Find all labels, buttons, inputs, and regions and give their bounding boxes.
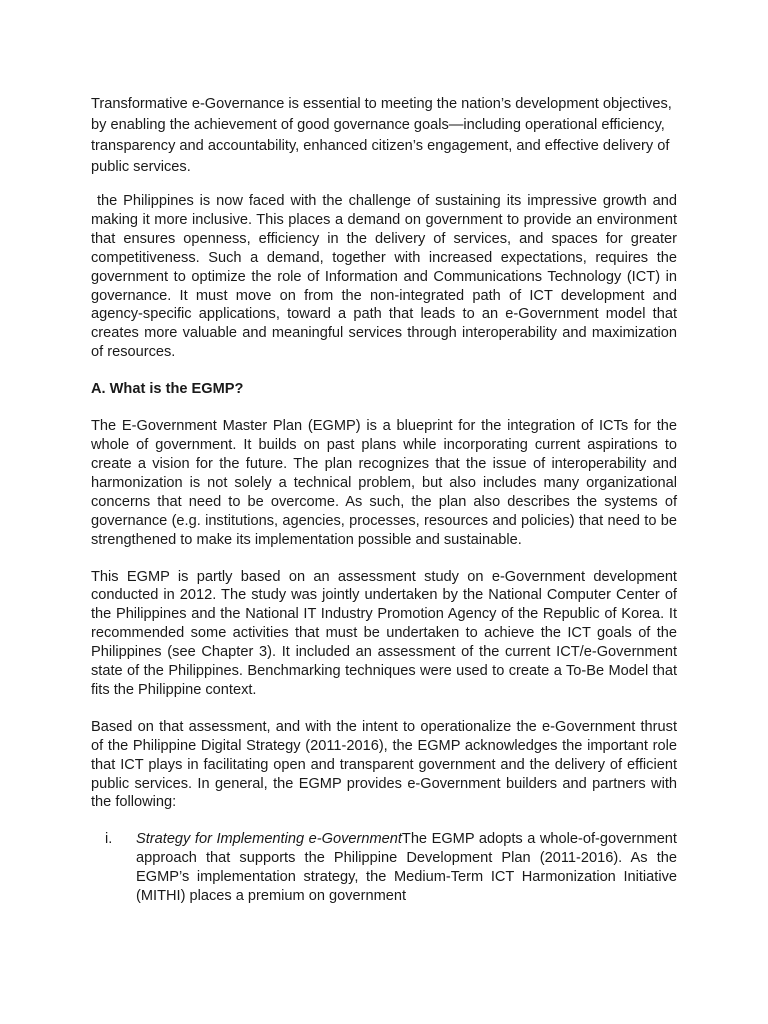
list-item [91,830,677,906]
assessment-paragraph: This EGMP is partly based on an assessment study on e-Government development conducted in 2012. The study was jointly undertaken by the National Computer Center of the Philippines and the National IT Industry Promotion Agency of the Republic of Korea. It recommended some activities that must be undertaken to achieve the ICT goals of the Philippines (see Chapter 3). It included an assessment of the current ICT/e-Government state of the Philippines. Benchmarking techniques were used to create a To-Be Model that fits the Philippine context. [91,568,677,698]
intro-paragraph: Transformative e-Governance is essential to meeting the nation’s development objectives, by enabling the achievement of good governance goals—including operational efficiency, transparency and accountability, enhanced citizen’s engagement, and effective delivery of public services. [91,96,672,175]
based-on-paragraph: Based on that assessment, and with the intent to operationalize the e-Government thrust of the Philippine Digital Strategy (2011-2016), the EGMP acknowledges the important role that ICT plays in facilitating open and transparent government and the delivery of efficient public services. In general, the EGMP provides e-Government builders and partners with the following: [91,718,677,811]
document-page [91,94,682,906]
list-item-body [136,831,677,904]
list-item-text: The EGMP adopts a whole-of-government approach that supports the Philippine Development Plan (2011-2016). As the EGMP’s implementation strategy, the Medium-Term ICT Harmonization Initiative (MITHI) places a premium on government [136,831,677,905]
list-item-title: Strategy for Implementing e-Government [136,831,402,848]
section-heading: A. What is the EGMP? [91,381,244,398]
challenge-paragraph: the Philippines is now faced with the challenge of sustaining its impressive growth and making it more inclusive. This places a demand on government to provide an environment that ensures openness, efficiency in the delivery of services, and spaces for greater competitiveness. Such a demand, together with increased expectations, requires the government to optimize the role of Information and Communications Technology (ICT) in governance. It must move on from the non-integrated path of ICT development and agency-specific applications, toward a path that leads to an e-Government model that creates more valuable and meaningful services through interoperability and maximization of resources. [91,193,682,361]
provisions-list [91,830,677,906]
list-item-marker: i. [105,831,113,848]
egmp-definition-paragraph: The E-Government Master Plan (EGMP) is a blueprint for the integration of ICTs for the whole of government. It builds on past plans while incorporating current aspirations to create a vision for the future. The plan recognizes that the issue of interoperability and harmonization is not solely a technical problem, but also includes many organizational concerns that need to be overcome. As such, the plan also describes the systems of governance (e.g. institutions, agencies, processes, resources and policies) that need to be strengthened to make its implementation possible and sustainable. [91,418,677,548]
